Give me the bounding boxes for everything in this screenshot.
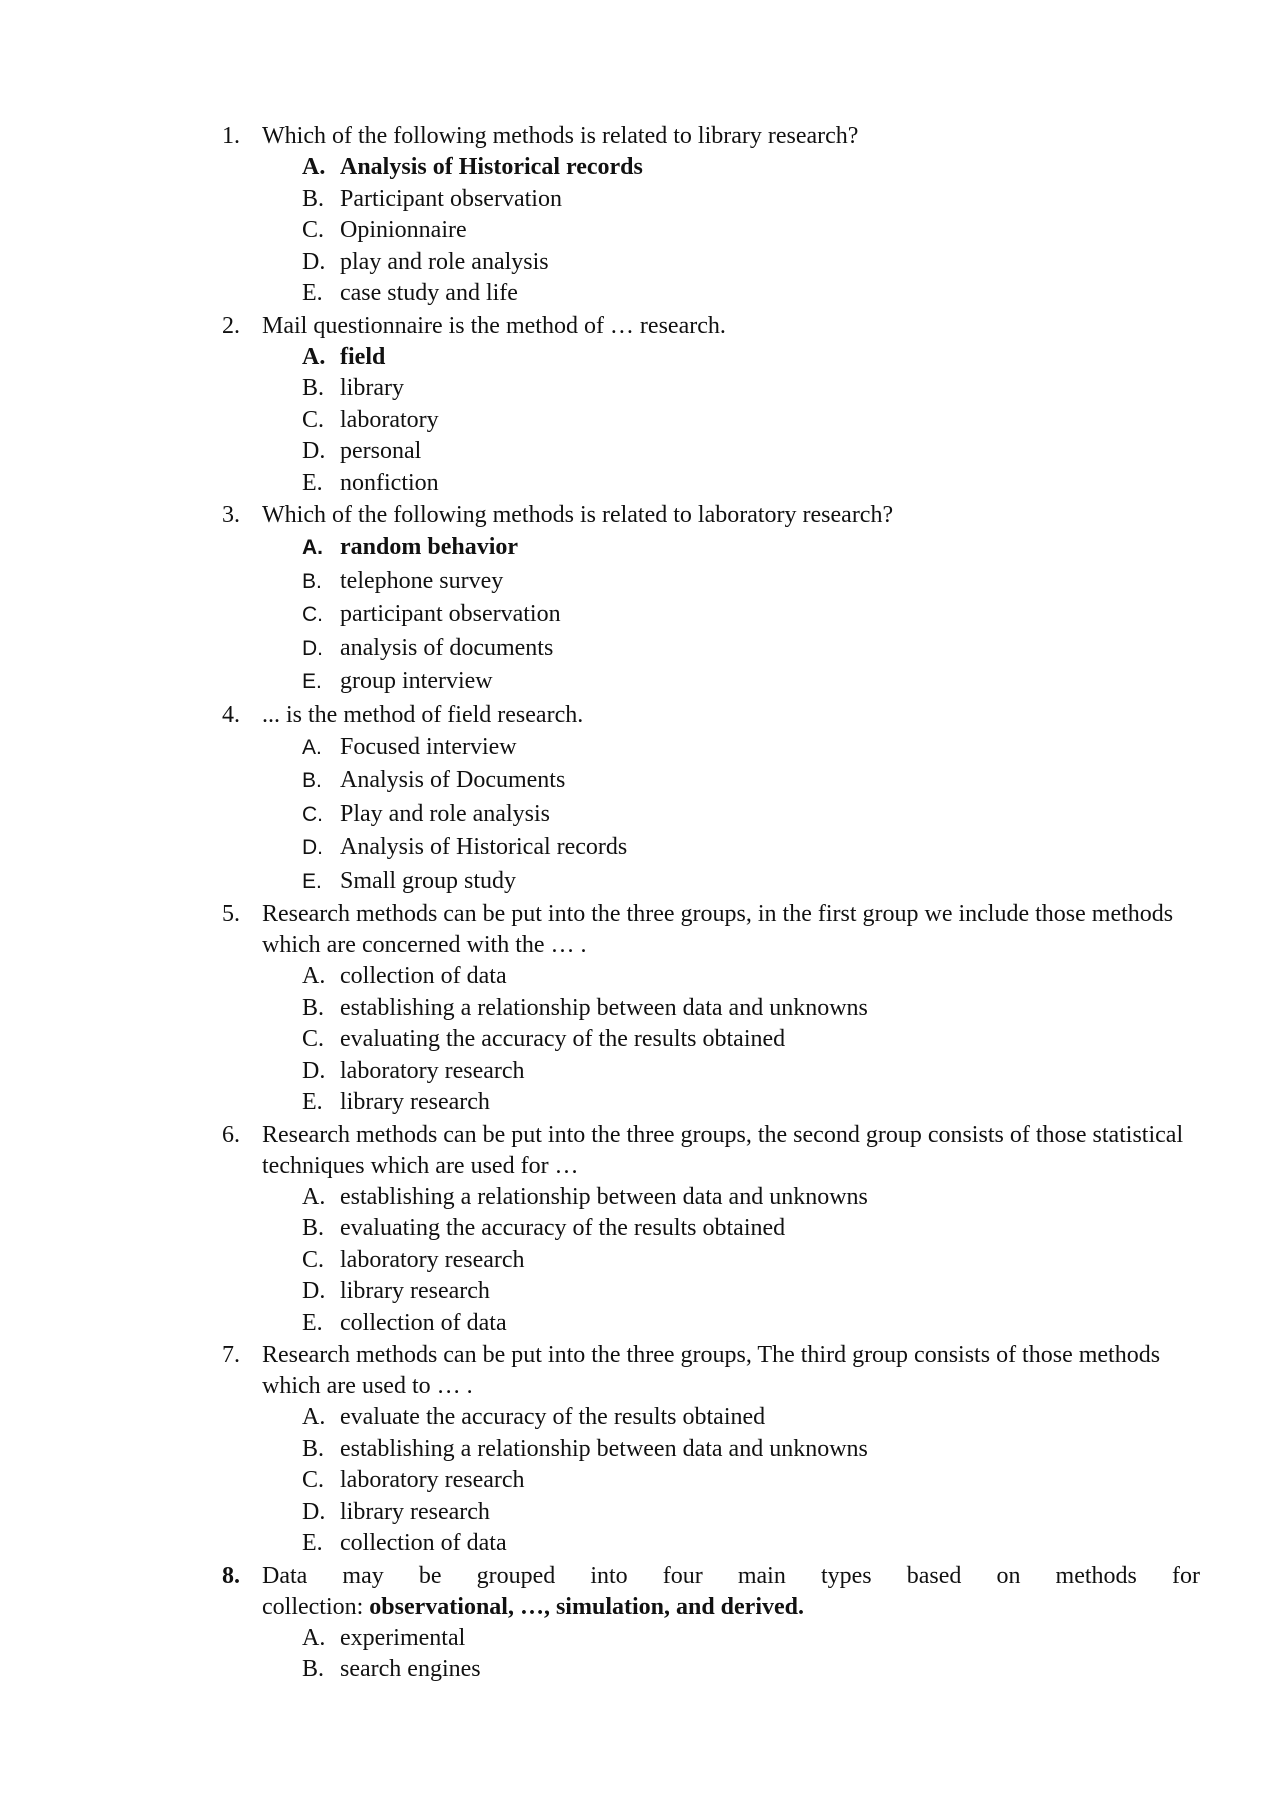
option-d [302, 1276, 1200, 1308]
option-letter: A. [302, 154, 326, 180]
option-letter: C. [302, 603, 323, 626]
option-b [302, 184, 1200, 216]
option-letter: C. [302, 406, 325, 433]
option-letter: A. [302, 1404, 326, 1430]
option-list [262, 152, 1200, 310]
option-text: case study and life [340, 280, 518, 306]
option-text: establishing a relationship between data and unknowns [340, 1435, 868, 1462]
option-text: analysis of documents [340, 634, 554, 661]
question-number: 7. [222, 1342, 240, 1368]
option-text: random behavior [340, 534, 519, 560]
option-b [302, 993, 1200, 1025]
option-letter: D. [302, 248, 326, 275]
option-text: collection of data [340, 963, 507, 989]
option-text: field [340, 343, 386, 370]
option-text: play and role analysis [340, 248, 549, 275]
option-text: Participant observation [340, 185, 562, 212]
option-letter: E. [302, 670, 322, 693]
option-c [302, 1465, 1200, 1497]
option-letter: B. [302, 1435, 325, 1462]
option-text: laboratory [340, 406, 439, 433]
word: be [418, 1562, 442, 1589]
option-text: experimental [340, 1624, 466, 1651]
question-6 [222, 1120, 1200, 1340]
word: into [590, 1562, 628, 1589]
question-1 [222, 121, 1200, 310]
option-text: evaluating the accuracy of the results obtained [340, 1026, 786, 1052]
question-text: Which of the following methods is related to library research? [262, 123, 859, 149]
option-b [302, 565, 1200, 599]
option-text: library [340, 375, 404, 401]
option-b [302, 1434, 1200, 1466]
word: types [820, 1562, 872, 1589]
option-text: evaluating the accuracy of the results obtained [340, 1215, 786, 1241]
question-text-line-1 [262, 1561, 1200, 1592]
option-letter: A. [302, 1624, 326, 1651]
question-2 [222, 311, 1200, 500]
option-c [302, 215, 1200, 247]
option-a [302, 1623, 1200, 1655]
question-number: 6. [222, 1121, 240, 1148]
question-text: Mail questionnaire is the method of … research. [262, 312, 726, 339]
option-list [262, 1623, 1200, 1686]
question-text: Research methods can be put into the three groups, in the first group we include those methods which are concerned with the … . [262, 901, 1174, 958]
option-text: library research [340, 1498, 490, 1525]
option-letter: E. [302, 280, 323, 306]
option-letter: B. [302, 185, 325, 212]
option-letter: D. [302, 1057, 326, 1084]
option-letter: E. [302, 1530, 323, 1556]
option-text: Play and role analysis [340, 800, 550, 827]
option-letter: C. [302, 217, 325, 243]
option-letter: D. [302, 1498, 326, 1525]
option-text: telephone survey [340, 567, 504, 594]
option-letter: A. [302, 343, 326, 370]
option-letter: C. [302, 802, 323, 826]
option-d [302, 1497, 1200, 1529]
option-e [302, 1087, 1200, 1119]
option-list [262, 1402, 1200, 1560]
word: Data [262, 1562, 308, 1589]
option-c [302, 1024, 1200, 1056]
option-letter: B. [302, 769, 322, 792]
question-8 [222, 1561, 1200, 1686]
option-letter: B. [302, 1656, 325, 1682]
option-text: library research [340, 1278, 490, 1304]
option-letter: E. [302, 1309, 323, 1336]
option-b [302, 764, 1200, 798]
question-number: 5. [222, 901, 240, 927]
question-text [262, 1561, 1200, 1623]
option-letter: D. [302, 1278, 326, 1304]
option-a [302, 1402, 1200, 1434]
option-letter: E. [302, 1089, 323, 1115]
option-list [262, 342, 1200, 500]
option-text: evaluate the accuracy of the results obtained [340, 1404, 766, 1430]
question-text: Which of the following methods is related to laboratory research? [262, 502, 894, 528]
option-text: group interview [340, 668, 493, 694]
option-e [302, 278, 1200, 310]
option-text: Focused interview [340, 733, 517, 760]
option-list [262, 961, 1200, 1119]
option-d [302, 247, 1200, 279]
question-3 [222, 500, 1200, 699]
option-letter: B. [302, 1215, 325, 1241]
option-letter: A. [302, 963, 326, 989]
word: grouped [476, 1562, 556, 1589]
question-7 [222, 1340, 1200, 1560]
option-letter: E. [302, 869, 322, 893]
question-text-line-2 [262, 1592, 1200, 1623]
option-a [302, 731, 1200, 765]
option-text: laboratory research [340, 1467, 525, 1493]
option-letter: C. [302, 1026, 325, 1052]
option-list [262, 531, 1200, 699]
option-a [302, 531, 1200, 565]
plain-text: collection: [262, 1593, 370, 1620]
option-a [302, 152, 1200, 184]
option-letter: B. [302, 375, 325, 401]
question-number: 2. [222, 312, 240, 339]
option-d [302, 1056, 1200, 1088]
option-text: collection of data [340, 1309, 507, 1336]
option-letter: D. [302, 636, 323, 660]
option-c [302, 405, 1200, 437]
option-c [302, 598, 1200, 632]
option-letter: C. [302, 1467, 325, 1493]
question-number: 1. [222, 123, 240, 149]
option-d [302, 436, 1200, 468]
option-letter: E. [302, 469, 323, 496]
option-text: Analysis of Historical records [340, 834, 628, 860]
option-text: personal [340, 438, 422, 464]
option-c [302, 1245, 1200, 1277]
question-number: 3. [222, 502, 240, 528]
option-a [302, 961, 1200, 993]
option-e [302, 1308, 1200, 1340]
bold-text: observational, …, simulation, and derived. [369, 1593, 805, 1620]
option-a [302, 342, 1200, 374]
option-e [302, 865, 1200, 899]
option-letter: A. [302, 536, 323, 559]
option-text: collection of data [340, 1530, 507, 1556]
question-text: Research methods can be put into the three groups, The third group consists of those methods which are used to … . [262, 1342, 1161, 1399]
option-text: participant observation [340, 601, 561, 627]
question-5 [222, 899, 1200, 1119]
option-a [302, 1182, 1200, 1214]
option-letter: B. [302, 994, 325, 1021]
option-letter: D. [302, 438, 326, 464]
option-d [302, 831, 1200, 865]
word: based [906, 1562, 962, 1589]
question-text: ... is the method of field research. [262, 701, 584, 728]
option-text: Analysis of Documents [340, 767, 566, 793]
option-letter: B. [302, 569, 322, 593]
option-text: laboratory research [340, 1057, 525, 1084]
option-text: Opinionnaire [340, 217, 467, 243]
option-e [302, 1528, 1200, 1560]
option-list [262, 1182, 1200, 1340]
option-text: establishing a relationship between data and unknowns [340, 1183, 868, 1210]
option-e [302, 665, 1200, 699]
option-text: nonfiction [340, 469, 439, 496]
option-letter: D. [302, 836, 323, 859]
option-letter: C. [302, 1246, 325, 1273]
option-text: establishing a relationship between data and unknowns [340, 994, 868, 1021]
option-text: laboratory research [340, 1246, 525, 1273]
option-c [302, 798, 1200, 832]
word: main [737, 1562, 786, 1589]
option-b [302, 1213, 1200, 1245]
option-b [302, 373, 1200, 405]
option-text: search engines [340, 1656, 481, 1682]
option-text: Analysis of Historical records [340, 154, 643, 180]
word: on [996, 1562, 1021, 1589]
option-e [302, 468, 1200, 500]
question-list [222, 121, 1200, 1686]
word: may [342, 1562, 384, 1589]
option-text: Small group study [340, 867, 517, 894]
question-text: Research methods can be put into the three groups, the second group consists of those statistical techniques which are used for … [262, 1121, 1184, 1179]
question-4 [222, 700, 1200, 899]
option-b [302, 1654, 1200, 1686]
question-number: 8. [222, 1562, 240, 1589]
option-d [302, 632, 1200, 666]
word: four [662, 1562, 703, 1589]
word: for [1171, 1562, 1200, 1589]
option-letter: A. [302, 735, 322, 759]
option-text: library research [340, 1089, 490, 1115]
option-letter: A. [302, 1183, 326, 1210]
word: methods [1055, 1562, 1137, 1589]
option-list [262, 731, 1200, 899]
question-number: 4. [222, 701, 240, 728]
